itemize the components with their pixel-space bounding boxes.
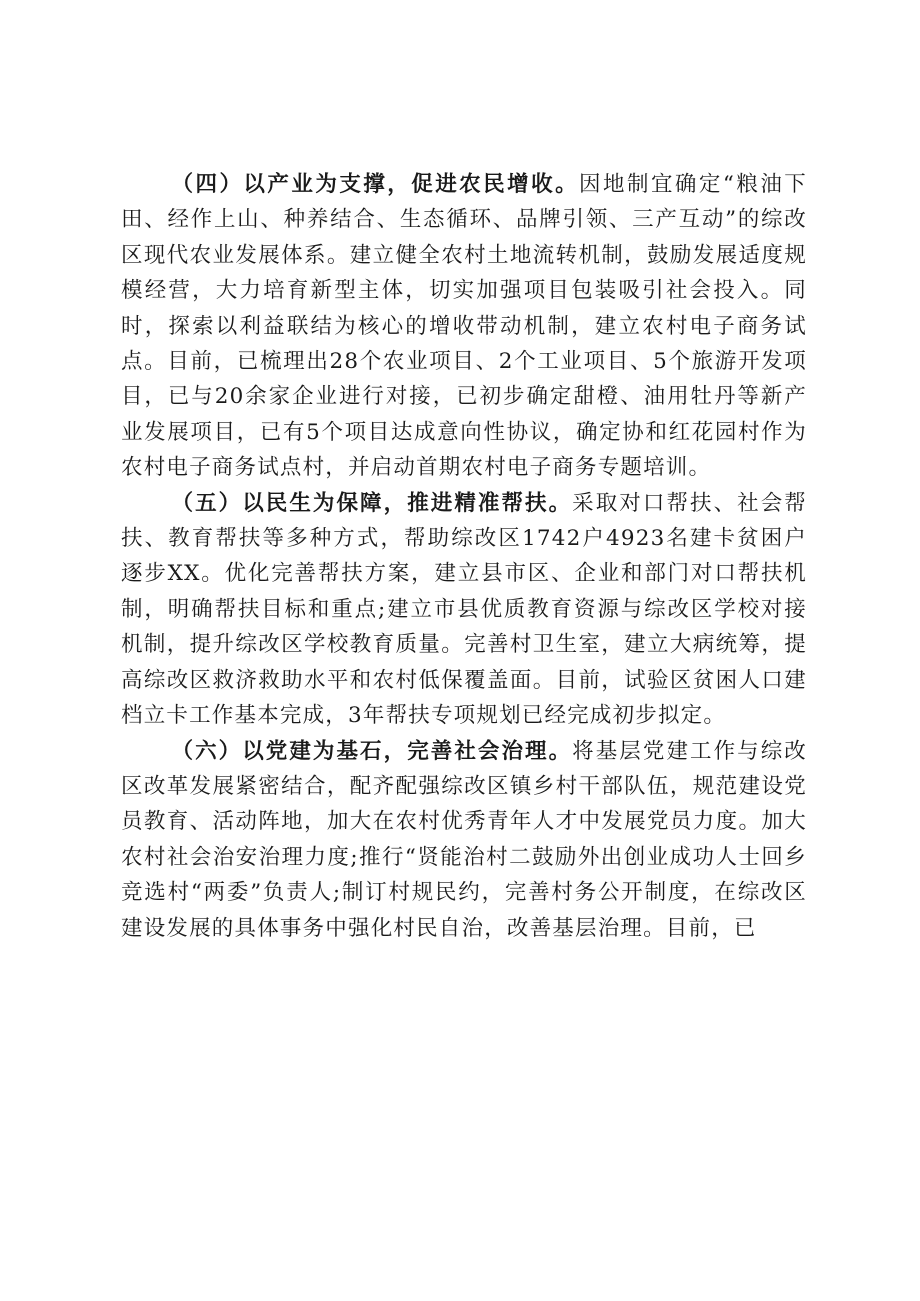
paragraph-heading: （四）以产业为支撑，促进农民增收。 <box>171 172 580 197</box>
paragraph-body: 因地制宜确定“粮油下田、经作上山、种养结合、生态循环、品牌引领、三产互动”的综改区现代农业发展体系。建立健全农村土地流转机制，鼓励发展适度规模经营，大力培育新型主体，切实加强项目包装吸引社会投入。同时，探索以利益联结为核心的增收带动机制，建立农村电子商务试点。目前，已梳理出28个农业项目、2个工业项目、5个旅游开发项目，已与20余家企业进行对接，已初步确定甜橙、油用牡丹等新产业发展项目，已有5个项目达成意向性协议，确定协和红花园村作为农村电子商务试点村，并启动首期农村电子商务专题培训。 <box>121 172 807 481</box>
paragraph-livelihood <box>121 486 807 734</box>
paragraph-industry <box>121 167 807 486</box>
paragraph-body: 采取对口帮扶、社会帮扶、教育帮扶等多种方式，帮助综改区1742户4923名建卡贫困户逐步XX。优化完善帮扶方案，建立县市区、企业和部门对口帮扶机制，明确帮扶目标和重点;建立市县优质教育资源与综改区学校对接机制，提升综改区学校教育质量。完善村卫生室，建立大病统筹，提高综改区救济救助水平和农村低保覆盖面。目前，试验区贫困人口建档立卡工作基本完成，3年帮扶专项规划已经完成初步拟定。 <box>121 490 807 729</box>
paragraph-heading: （五）以民生为保障，推进精准帮扶。 <box>171 490 573 516</box>
paragraph-body: 将基层党建工作与综改区改革发展紧密结合，配齐配强综改区镇乡村干部队伍，规范建设党员教育、活动阵地，加大在农村优秀青年人才中发展党员力度。加大农村社会治安治理力度;推行“贤能治村二鼓励外出创业成功人士回乡竞选村“两委”负责人;制订村规民约，完善村务公开制度，在综改区建设发展的具体事务中强化村民自治，改善基层治理。目前，已 <box>121 738 807 941</box>
paragraph-heading: （六）以党建为基石，完善社会治理。 <box>171 738 573 764</box>
paragraph-party-building <box>121 734 807 946</box>
document-page <box>121 167 807 946</box>
